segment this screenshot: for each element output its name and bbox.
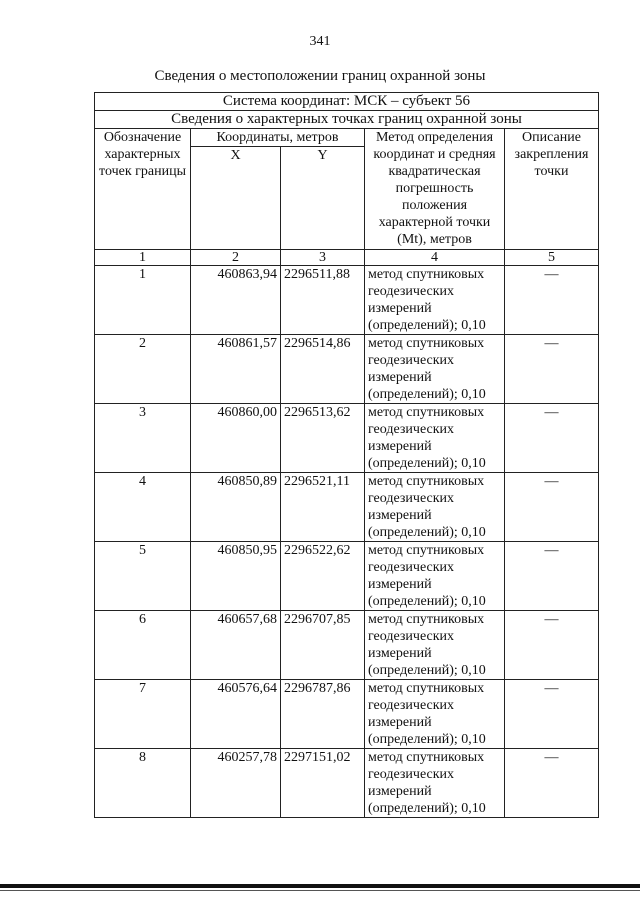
x-coordinate: 460863,94 [191, 266, 281, 335]
point-designation: 5 [95, 542, 191, 611]
bottom-rule-thin [0, 890, 640, 891]
table-row [95, 542, 599, 611]
method-text: метод спутниковых геодезических измерений (определений); 0,10 [365, 611, 505, 680]
table-row [95, 266, 599, 335]
column-number: 3 [281, 250, 365, 266]
fixing-description: — [505, 680, 599, 749]
point-designation: 7 [95, 680, 191, 749]
fixing-description: — [505, 404, 599, 473]
fixing-description: — [505, 542, 599, 611]
x-header: X [191, 147, 281, 250]
x-coordinate: 460861,57 [191, 335, 281, 404]
x-coordinate: 460850,95 [191, 542, 281, 611]
x-coordinate: 460257,78 [191, 749, 281, 818]
fixing-description: — [505, 473, 599, 542]
fixing-description: — [505, 335, 599, 404]
boundary-points-table [94, 92, 599, 818]
point-designation: 6 [95, 611, 191, 680]
method-text: метод спутниковых геодезических измерений (определений); 0,10 [365, 473, 505, 542]
x-coordinate: 460860,00 [191, 404, 281, 473]
table-row [95, 680, 599, 749]
y-header: Y [281, 147, 365, 250]
y-coordinate: 2296513,62 [281, 404, 365, 473]
y-coordinate: 2296707,85 [281, 611, 365, 680]
section-title-header: Сведения о характерных точках границ охранной зоны [95, 111, 599, 129]
page-number: 341 [309, 34, 331, 49]
y-coordinate: 2297151,02 [281, 749, 365, 818]
table-row [95, 749, 599, 818]
y-coordinate: 2296514,86 [281, 335, 365, 404]
method-text: метод спутниковых геодезических измерений (определений); 0,10 [365, 335, 505, 404]
point-designation: 3 [95, 404, 191, 473]
document-title: Сведения о местоположении границ охранной зоны [154, 68, 486, 84]
table-row [95, 473, 599, 542]
method-header: Метод определения координат и средняя квадратическая погрешность положения характерной точки (Mt), метров [365, 129, 505, 250]
table-row [95, 404, 599, 473]
column-number-row [95, 250, 599, 266]
method-text: метод спутниковых геодезических измерений (определений); 0,10 [365, 542, 505, 611]
x-coordinate: 460850,89 [191, 473, 281, 542]
y-coordinate: 2296522,62 [281, 542, 365, 611]
y-coordinate: 2296787,86 [281, 680, 365, 749]
column-number: 5 [505, 250, 599, 266]
method-text: метод спутниковых геодезических измерений (определений); 0,10 [365, 404, 505, 473]
method-text: метод спутниковых геодезических измерений (определений); 0,10 [365, 680, 505, 749]
coordinate-system-header: Система координат: МСК – субъект 56 [95, 93, 599, 111]
point-designation: 4 [95, 473, 191, 542]
coordinates-header: Координаты, метров [191, 129, 365, 147]
method-text: метод спутниковых геодезических измерений (определений); 0,10 [365, 266, 505, 335]
x-coordinate: 460576,64 [191, 680, 281, 749]
table-row [95, 611, 599, 680]
method-text: метод спутниковых геодезических измерений (определений); 0,10 [365, 749, 505, 818]
fixing-description: — [505, 266, 599, 335]
point-designation: 2 [95, 335, 191, 404]
point-designation: 8 [95, 749, 191, 818]
column-number: 1 [95, 250, 191, 266]
table-row [95, 335, 599, 404]
fixing-description: — [505, 749, 599, 818]
x-coordinate: 460657,68 [191, 611, 281, 680]
designation-header: Обозначение характерных точек границы [95, 129, 191, 250]
description-header: Описание закрепления точки [505, 129, 599, 250]
fixing-description: — [505, 611, 599, 680]
column-number: 4 [365, 250, 505, 266]
bottom-rule [0, 884, 640, 888]
column-number: 2 [191, 250, 281, 266]
y-coordinate: 2296521,11 [281, 473, 365, 542]
y-coordinate: 2296511,88 [281, 266, 365, 335]
point-designation: 1 [95, 266, 191, 335]
